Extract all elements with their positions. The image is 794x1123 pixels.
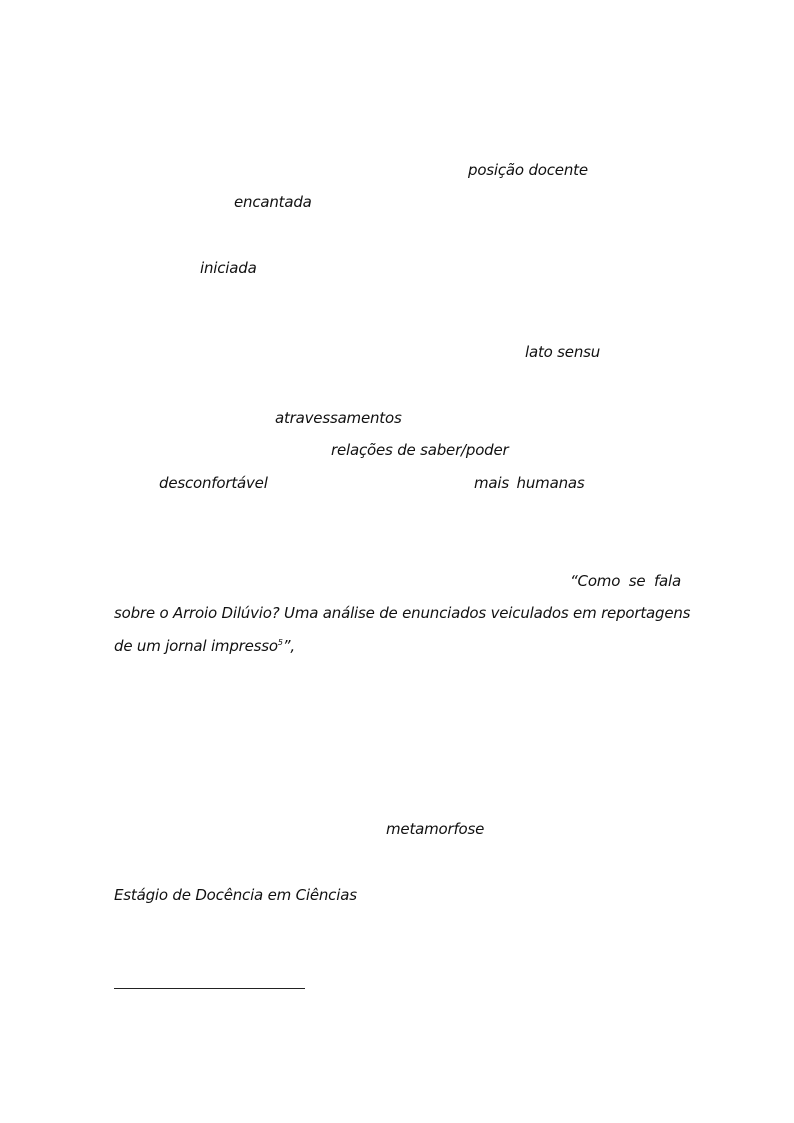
italic-encantada: encantada [234, 193, 312, 211]
italic-posicao-docente: posição docente [468, 161, 588, 179]
italic-lato-sensu: lato sensu [525, 343, 601, 361]
quoted-title-line-1: “Como se fala [569, 572, 681, 590]
quoted-title-line-3-text: de um jornal impresso [114, 637, 278, 655]
italic-mais-humanas: mais humanas [474, 474, 585, 492]
italic-atravessamentos: atravessamentos [275, 409, 402, 427]
italic-iniciada: iniciada [200, 259, 257, 277]
footnote-marker: 5 [277, 638, 283, 647]
italic-metamorfose: metamorfose [386, 820, 485, 838]
quoted-title-line-2: sobre o Arroio Dilúvio? Uma análise de enunciados veiculados em reportagens [114, 604, 691, 622]
italic-estagio-docencia: Estágio de Docência em Ciências [114, 886, 357, 904]
quoted-title-line-3-end: ”, [282, 637, 295, 655]
footnote-separator [114, 988, 305, 989]
italic-relacoes-saber-poder: relações de saber/poder [331, 441, 509, 459]
quoted-title-line-3 [114, 636, 295, 656]
italic-desconfortavel: desconfortável [159, 474, 268, 492]
